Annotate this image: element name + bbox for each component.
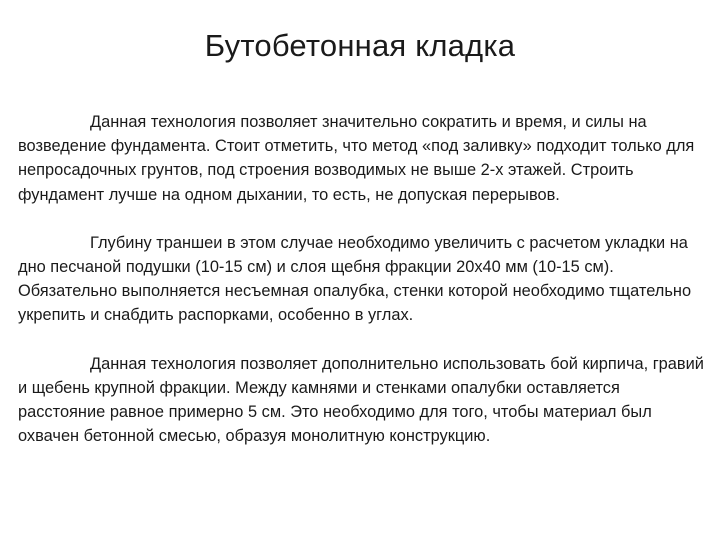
slide-body <box>18 110 704 472</box>
slide-title: Бутобетонная кладка <box>204 28 516 63</box>
paragraph-2: Глубину траншеи в этом случае необходимо увеличить с расчетом укладки на дно песчаной подушки (10-15 см) и слоя щебня фракции 20х40 мм (10-15 см). Обязательно выполняется несъемная опалубка, стенки которой необходимо тщательно укрепить и снабдить распорками, особенно в углах. <box>18 233 692 325</box>
paragraph-1: Данная технология позволяет значительно сократить и время, и силы на возведение фундамента. Стоит отметить, что метод «под заливку» подходит только для непросадочных грунтов, под строения возводимых не выше 2-х этажей. Строить фундамент лучше на одном дыхании, то есть, не допуская перерывов. <box>18 113 695 204</box>
paragraph-3: Данная технология позволяет дополнительно использовать бой кирпича, гравий и щебень крупной фракции. Между камнями и стенками опалубки оставляется расстояние равное примерно 5 см. Это необходимо для того, чтобы материал был охвачен бетонной смесью, образуя монолитную конструкцию. <box>18 354 704 446</box>
